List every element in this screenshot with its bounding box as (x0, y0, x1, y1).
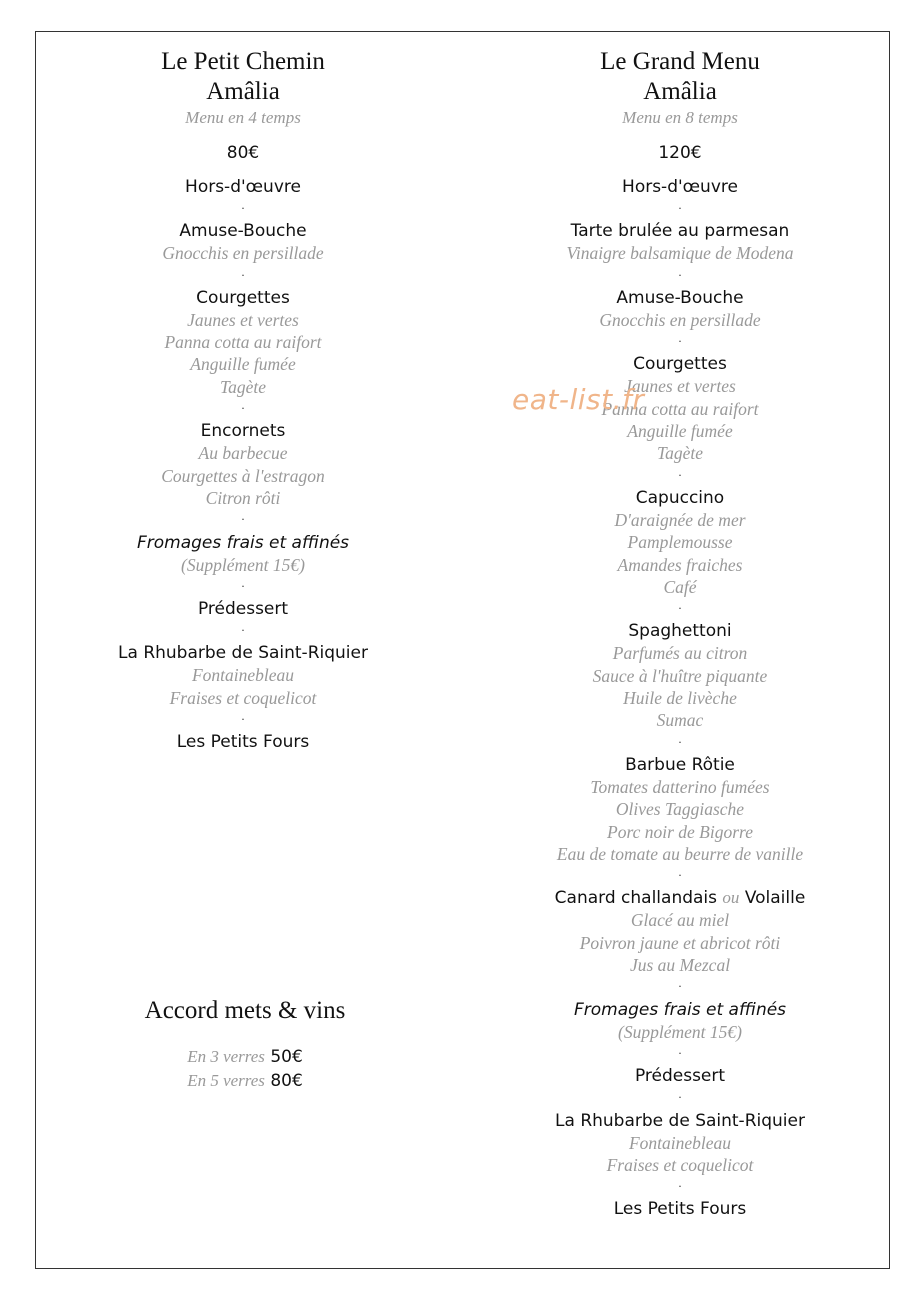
course-detail: Citron rôti (205, 487, 281, 508)
course-name: Fromages frais et affinés (136, 532, 350, 553)
course-detail: Anguille fumée (190, 354, 296, 375)
wine-option-price: 80€ (270, 1071, 303, 1091)
course-name-main: Canard challandais (554, 888, 718, 909)
course-detail: Fontainebleau (191, 665, 295, 686)
course-detail: Gnocchis en persillade (162, 243, 324, 264)
course-name: Amuse-Bouche (616, 287, 744, 308)
separator-dot: · (678, 1180, 682, 1194)
left-menu-subtitle: Amâlia (206, 78, 280, 105)
course-name: Amuse-Bouche (179, 221, 307, 242)
separator-dot: · (678, 602, 682, 616)
left-menu-price: 80€ (226, 143, 260, 163)
right-menu-title: Le Grand Menu (600, 48, 760, 75)
course-detail: Gnocchis en persillade (599, 309, 761, 330)
watermark: eat-list.fr (512, 383, 645, 416)
course-name: Courgettes (633, 354, 727, 375)
left-course-list (58, 176, 428, 753)
wine-option (100, 1045, 390, 1069)
separator-dot: · (678, 1091, 682, 1105)
course-name: Prédessert (197, 599, 289, 620)
course-detail: Huile de livèche (623, 688, 737, 709)
separator-dot: · (241, 202, 245, 215)
wine-option-price: 50€ (270, 1047, 303, 1067)
course-detail: Tomates datterino fumées (590, 776, 770, 797)
course-detail: Fraises et coquelicot (169, 687, 317, 708)
course-name: Barbue Rôtie (625, 754, 735, 775)
course-detail: Vinaigre balsamique de Modena (566, 243, 794, 264)
separator-dot: · (678, 735, 682, 749)
course-name: Les Petits Fours (613, 1199, 747, 1220)
right-menu-price: 120€ (658, 143, 702, 163)
course-detail: Fontainebleau (628, 1132, 732, 1153)
left-menu (58, 47, 428, 753)
separator-dot: · (241, 579, 245, 593)
separator-dot: · (241, 713, 245, 727)
right-course-list (495, 176, 865, 1220)
course-detail: Panna cotta au raifort (164, 332, 322, 353)
course-or-word: ou (722, 888, 740, 908)
course-detail: Porc noir de Bigorre (607, 821, 753, 842)
separator-dot: · (241, 624, 245, 638)
course-name: La Rhubarbe de Saint-Riquier (555, 1110, 805, 1131)
course-detail: Pamplemousse (627, 532, 733, 553)
course-name: Courgettes (196, 287, 290, 308)
course-detail: Parfumés au citron (612, 643, 748, 664)
separator-dot: · (678, 202, 682, 215)
left-menu-title: Le Petit Chemin (161, 48, 325, 75)
wine-pairing (100, 995, 390, 1093)
course-detail: Olives Taggiasche (615, 799, 745, 820)
course-name: Spaghettoni (628, 621, 732, 642)
right-menu-subtitle: Amâlia (643, 78, 717, 105)
separator-dot: · (241, 402, 245, 416)
separator-dot: · (678, 980, 682, 994)
course-detail: (Supplément 15€) (181, 554, 305, 575)
course-detail: Sumac (656, 710, 704, 731)
course-detail: Eau de tomate au beurre de vanille (556, 843, 804, 864)
separator-dot: · (678, 268, 682, 282)
course-name: La Rhubarbe de Saint-Riquier (118, 643, 368, 664)
course-name: Hors-d'œuvre (185, 177, 301, 197)
course-detail: Anguille fumée (627, 421, 733, 442)
course-detail: (Supplément 15€) (618, 1021, 742, 1042)
separator-dot: · (678, 468, 682, 482)
course-name: Les Petits Fours (176, 732, 310, 753)
course-detail: Courgettes à l'estragon (161, 465, 325, 486)
course-detail: Jaunes et vertes (624, 376, 736, 397)
course-detail: Café (663, 576, 697, 597)
course-detail: Tagète (219, 376, 267, 397)
separator-dot: · (678, 335, 682, 349)
wine-option-label: En 5 verres (187, 1071, 265, 1090)
course-detail: Poivron jaune et abricot rôti (579, 932, 781, 953)
course-name: Fromages frais et affinés (573, 999, 787, 1020)
separator-dot: · (678, 869, 682, 883)
wine-option-label: En 3 verres (187, 1047, 265, 1066)
course-name-alt: Volaille (744, 888, 806, 909)
separator-dot: · (678, 1046, 682, 1060)
course-detail: Jaunes et vertes (187, 309, 299, 330)
right-menu (495, 47, 865, 1220)
course-name (495, 887, 865, 909)
course-detail: Tagète (656, 443, 704, 464)
course-detail: D'araignée de mer (614, 509, 746, 530)
course-detail: Jus au Mezcal (629, 955, 731, 976)
course-name: Encornets (200, 421, 286, 442)
course-detail: Amandes fraiches (617, 554, 743, 575)
course-name: Capuccino (635, 487, 725, 508)
course-detail: Panna cotta au raifort (601, 398, 759, 419)
course-name: Prédessert (634, 1066, 726, 1087)
course-detail: Sauce à l'huître piquante (592, 665, 768, 686)
wine-option (100, 1069, 390, 1093)
right-menu-tagline: Menu en 8 temps (622, 108, 738, 127)
left-menu-tagline: Menu en 4 temps (185, 108, 301, 127)
separator-dot: · (241, 513, 245, 527)
wine-pairing-title: Accord mets & vins (144, 997, 346, 1024)
course-detail: Fraises et coquelicot (606, 1154, 754, 1175)
course-name: Tarte brulée au parmesan (570, 221, 790, 242)
course-name: Hors-d'œuvre (622, 177, 738, 197)
course-detail: Glacé au miel (630, 910, 730, 931)
course-detail: Au barbecue (198, 443, 288, 464)
separator-dot: · (241, 268, 245, 282)
